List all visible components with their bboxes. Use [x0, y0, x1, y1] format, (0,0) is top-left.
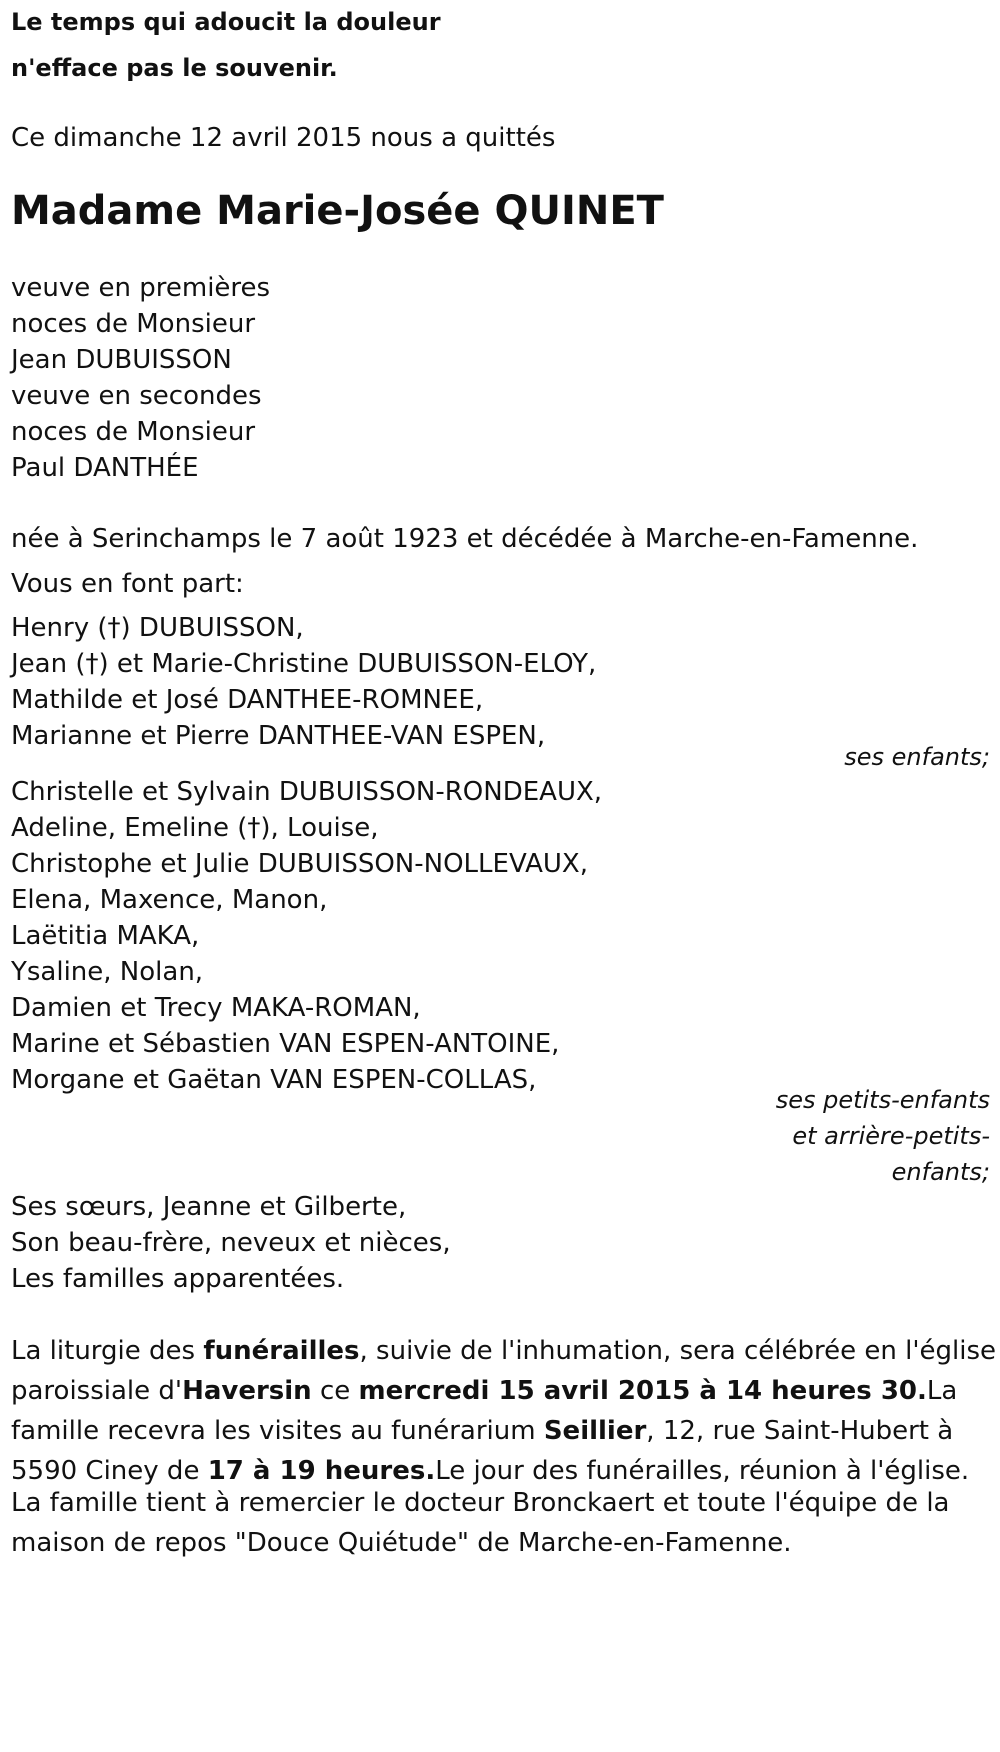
child-entry: Mathilde et José DANTHEE-ROMNEE,: [11, 685, 484, 715]
grandchildren-role: ses petits-enfants: [775, 1086, 990, 1114]
grandchild-entry: Ysaline, Nolan,: [11, 957, 204, 987]
grandchild-entry: Elena, Maxence, Manon,: [11, 885, 328, 915]
funeral-highlight: 17 à 19 heures.: [207, 1456, 436, 1486]
child-entry: Henry (†) DUBUISSON,: [11, 613, 304, 643]
widow-line: Paul DANTHÉE: [11, 453, 199, 483]
funeral-text: Le jour des funérailles, réunion à l'église.: [435, 1456, 970, 1486]
widow-line: noces de Monsieur: [11, 417, 256, 447]
relative-entry: Son beau-frère, neveux et nièces,: [11, 1228, 451, 1258]
child-entry: Marianne et Pierre DANTHEE-VAN ESPEN,: [11, 721, 546, 751]
funeral-text: La famille recevra les visites au funérarium: [11, 1376, 958, 1446]
funeral-text: , 12, rue Saint-Hubert à 5590 Ciney de: [11, 1416, 954, 1486]
widow-line: veuve en premières: [11, 273, 271, 303]
funeral-text: La liturgie des: [11, 1336, 204, 1366]
funeral-highlight: Haversin: [182, 1376, 312, 1406]
birth-death-text: née à Serinchamps le 7 août 1923 et décédée à Marche-en-Famenne.: [11, 524, 919, 554]
grandchildren-role: enfants;: [891, 1158, 990, 1186]
grandchild-entry: Adeline, Emeline (†), Louise,: [11, 813, 379, 843]
deceased-name: Madame Marie-Josée QUINET: [11, 188, 664, 234]
announce-intro: Vous en font part:: [11, 569, 244, 599]
relative-entry: Ses sœurs, Jeanne et Gilberte,: [11, 1192, 407, 1222]
widow-line: Jean DUBUISSON: [11, 345, 232, 375]
children-role: ses enfants;: [844, 743, 990, 771]
grandchildren-role: et arrière-petits-: [792, 1122, 990, 1150]
funeral-text: , suivie de l'inhumation, sera célébrée en l'église paroissiale d': [11, 1336, 996, 1406]
grandchild-entry: Christelle et Sylvain DUBUISSON-RONDEAUX,: [11, 777, 603, 807]
funeral-highlight: mercredi 15 avril 2015 à 14 heures 30.: [358, 1376, 927, 1406]
grandchild-entry: Christophe et Julie DUBUISSON-NOLLEVAUX,: [11, 849, 588, 879]
epigraph-line-2: n'efface pas le souvenir.: [11, 54, 338, 82]
widow-line: veuve en secondes: [11, 381, 262, 411]
child-entry: Jean (†) et Marie-Christine DUBUISSON-ELOY,: [11, 649, 597, 679]
grandchild-entry: Laëtitia MAKA,: [11, 921, 200, 951]
funeral-highlight: funérailles: [203, 1336, 360, 1366]
grandchild-entry: Marine et Sébastien VAN ESPEN-ANTOINE,: [11, 1029, 560, 1059]
funeral-paragraph: [11, 1331, 1000, 1491]
thanks-paragraph: La famille tient à remercier le docteur Bronckaert et toute l'équipe de la maison de repos "Douce Quiétude" de Marche-en-Famenne.: [11, 1488, 950, 1558]
intro-text: Ce dimanche 12 avril 2015 nous a quittés: [11, 123, 556, 153]
funeral-text: ce: [311, 1376, 359, 1406]
grandchild-entry: Morgane et Gaëtan VAN ESPEN-COLLAS,: [11, 1065, 537, 1095]
widow-line: noces de Monsieur: [11, 309, 256, 339]
grandchild-entry: Damien et Trecy MAKA-ROMAN,: [11, 993, 421, 1023]
funeral-highlight: Seillier: [543, 1416, 647, 1446]
relative-entry: Les familles apparentées.: [11, 1264, 345, 1294]
epigraph-line-1: Le temps qui adoucit la douleur: [11, 8, 441, 36]
